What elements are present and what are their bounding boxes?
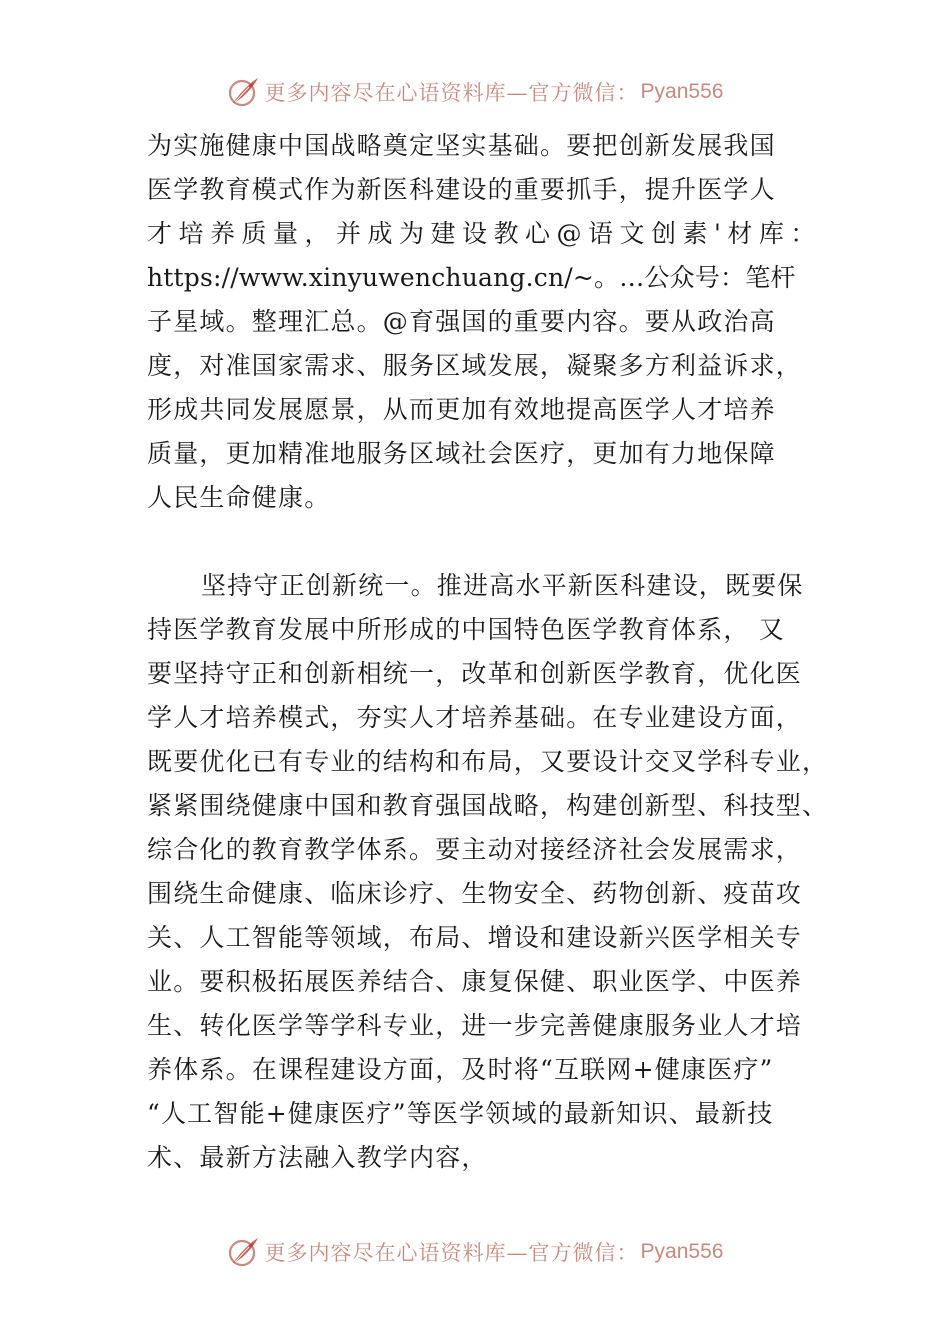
text-line: 才培养质量，并成为建设教心@语文创素'材库： <box>147 219 822 248</box>
text-line: 形成共同发展愿景，从而更加有效地提高医学人才培养 <box>147 395 776 424</box>
banner-wechat-id: Pyan556 <box>640 1240 724 1263</box>
document-body <box>147 124 847 1180</box>
banner-slogan: 更多内容尽在心语资料库—官方微信： <box>264 81 639 105</box>
text-line: 既要优化已有专业的结构和布局，又要设计交叉学科专业， <box>147 747 829 776</box>
text-line: 持医学教育发展中所形成的中国特色医学教育体系， 又 <box>147 615 785 644</box>
text-line: 质量，更加精准地服务区域社会医疗，更加有力地保障 <box>147 439 776 468</box>
text-line: 要坚持守正和创新相统一，改革和创新医学教育，优化医 <box>147 659 803 688</box>
text-line: 业。要积极拓展医养结合、康复保健、职业医学、中医养 <box>147 967 803 996</box>
text-line: 关、人工智能等领域，布局、增设和建设新兴医学相关专 <box>147 923 803 952</box>
text-line: 人民生命健康。 <box>147 483 331 512</box>
quill-feather-logo-icon <box>227 1235 261 1269</box>
text-line: 术、最新方法融入教学内容， <box>147 1143 488 1172</box>
banner-wechat-id: Pyan556 <box>640 80 724 103</box>
text-line: 坚持守正创新统一。推进高水平新医科建设，既要保 <box>201 571 804 600</box>
text-line: 学人才培养模式，夯实人才培养基础。在专业建设方面， <box>147 703 803 732</box>
text-line: 围绕生命健康、临床诊疗、生物安全、药物创新、疫苗攻 <box>147 879 803 908</box>
text-line: 度，对准国家需求、服务区域发展，凝聚多方利益诉求， <box>147 351 803 380</box>
header-banner <box>0 72 950 112</box>
paragraph-gap <box>147 520 847 564</box>
text-line: 生、转化医学等学科专业，进一步完善健康服务业人才培 <box>147 1011 803 1040</box>
text-line: 养体系。在课程建设方面，及时将“互联网+健康医疗” <box>147 1055 774 1084</box>
text-line: 医学教育模式作为新医科建设的重要抓手，提升医学人 <box>147 175 776 204</box>
paragraph-1 <box>147 124 847 520</box>
text-line: 子星域。整理汇总。@育强国的重要内容。要从政治高 <box>147 307 776 336</box>
footer-banner <box>0 1232 950 1272</box>
text-line-url: https://www.xinyuwenchuang.cn/~。…公众号：笔杆 <box>147 263 796 292</box>
text-line: 紧紧围绕健康中国和教育强国战略，构建创新型、科技型、 <box>147 791 829 820</box>
paragraph-2 <box>147 564 847 1180</box>
text-line: 综合化的教育教学体系。要主动对接经济社会发展需求， <box>147 835 803 864</box>
quill-feather-logo-icon <box>227 75 261 109</box>
text-line: “人工智能+健康医疗”等医学领域的最新知识、最新技 <box>147 1099 774 1128</box>
banner-slogan: 更多内容尽在心语资料库—官方微信： <box>264 1241 639 1265</box>
text-line: 为实施健康中国战略奠定坚实基础。要把创新发展我国 <box>147 131 776 160</box>
